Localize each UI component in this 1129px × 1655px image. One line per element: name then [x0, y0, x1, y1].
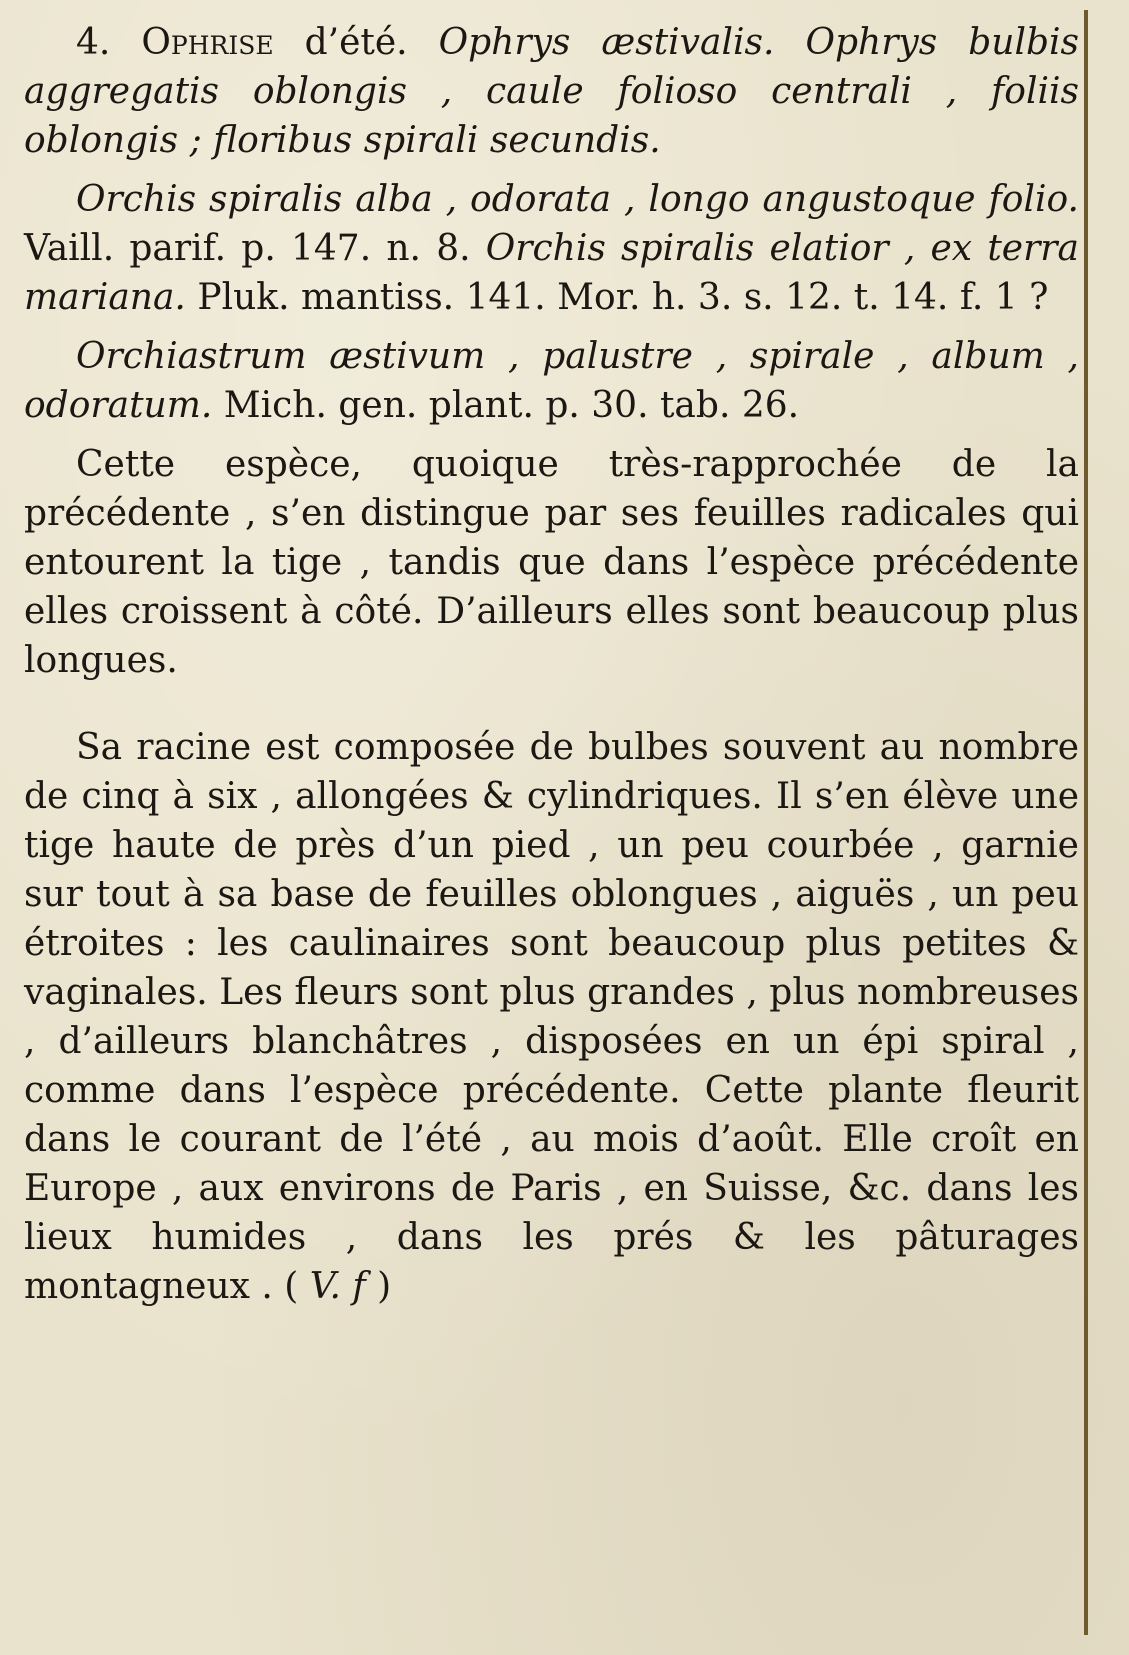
description-text: Sa racine est composée de bulbes souvent au nombre de cinq à six , allongées & cylindriques. Il s’en élève une tige haute de près d’un pied , un peu courbée , garnie sur tout à sa base de feuilles oblongues , aiguës , un peu étroites : les caulinaires sont beaucoup plus petites & vaginales. Les fleurs sont plus grandes , plus nombreuses , d’ailleurs blanchâtres , disposées en un épi spiral , comme dans l’espèce précédente. Cette plante fleurit dans le courant de l’été , au mois d’août. Elle croît en Europe , aux environs de Paris , en Suisse, &c. dans les lieux humides , dans les prés & les pâturages montagneux . [24, 727, 1079, 1307]
closing-open: ( [284, 1266, 310, 1307]
synonym-block-1 [24, 175, 1079, 322]
description-paragraph-1: Cette espèce, quoique très-rapprochée de la précédente , s’en distingue par ses feuilles radicales qui entourent la tige , tandis que dans l’espèce précédente elles croissent à côté. D’ailleurs elles sont beaucoup plus longues. [24, 444, 1079, 681]
page-text [24, 18, 1079, 1311]
synonym-block-2 [24, 332, 1079, 430]
synonym-reference: Pluk. mantiss. 141. Mor. h. 3. s. 12. t. 14. f. 1 ? [197, 277, 1049, 318]
synonym-name: Orchiastrum æstivum , palustre , spirale , album , odoratum. [24, 336, 1079, 426]
synonym-name: Orchis spiralis elatior , ex terra mariana. [24, 228, 1079, 318]
synonym-reference: Mich. gen. plant. p. 30. tab. 26. [223, 385, 800, 426]
description-paragraph-2 [24, 723, 1079, 1311]
latin-name: Ophrys æstivalis. [438, 22, 775, 63]
book-page [22, 10, 1088, 1635]
species-name: Ophrise [141, 22, 274, 63]
synonym-reference: Vaill. parif. p. 147. n. 8. [24, 228, 471, 269]
synonym-name: Orchis spiralis alba , odorata , longo angustoque folio. [76, 179, 1079, 220]
seen-mark: V. f [309, 1266, 366, 1307]
entry-number: 4. [76, 22, 111, 63]
latin-diagnosis: Ophrys bulbis aggregatis oblongis , caule folioso centrali , foliis oblongis ; floribus spirali secundis. [24, 22, 1079, 161]
species-name-rest: d’été. [273, 22, 408, 63]
species-entry [24, 18, 1079, 165]
closing-close: ) [365, 1266, 392, 1307]
